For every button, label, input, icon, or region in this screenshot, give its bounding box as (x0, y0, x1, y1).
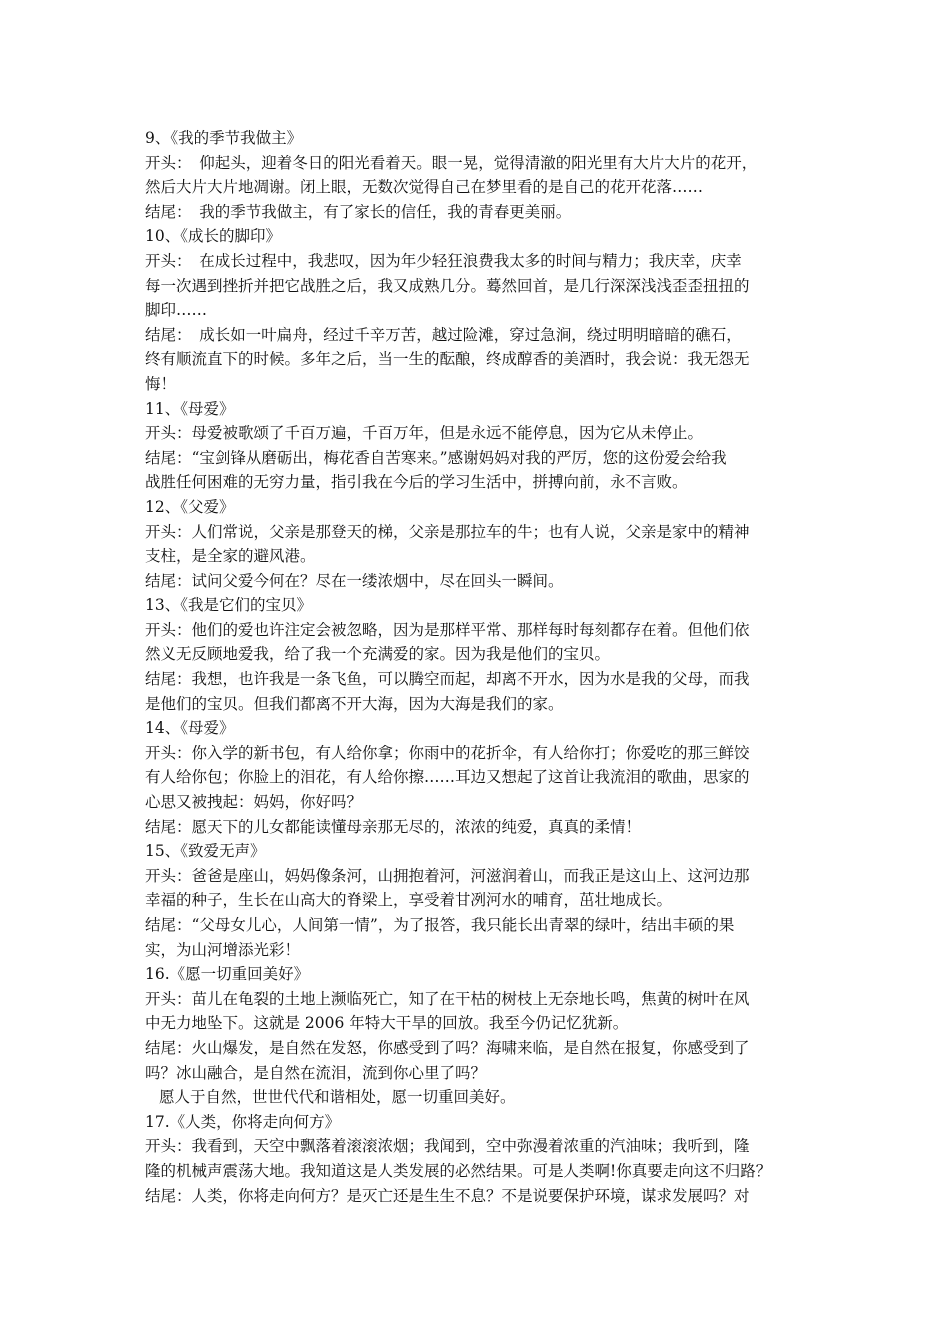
ending-text-cont: 战胜任何困难的无穷力量，指引我在今后的学习生活中，拼搏向前，永不言败。 (145, 473, 688, 492)
ending-text: 结尾：“宝剑锋从磨砺出，梅花香自苦寒来。”感谢妈妈对我的严厉，您的这份爱会给我 (145, 448, 727, 467)
ending-text-cont: 吗？冰山融合，是自然在流泪，流到你心里了吗？ (145, 1063, 487, 1082)
opening-text-cont: 然后大片大片地凋谢。闭上眼，无数次觉得自己在梦里看的是自己的花开花落…… (145, 178, 704, 197)
ending-text: 结尾： 成长如一叶扁舟，经过千辛万苦，越过险滩，穿过急涧，绕过明明暗暗的礁石， (145, 325, 742, 344)
section-heading-14: 14、《母爱》 (145, 719, 235, 738)
section-heading-12: 12、《父爱》 (145, 497, 235, 516)
opening-text-cont: 脚印…… (145, 301, 208, 320)
ending-text: 结尾： 我的季节我做主，有了家长的信任，我的青春更美丽。 (145, 202, 572, 221)
opening-text: 开头：他们的爱也许注定会被忽略，因为是那样平常、那样每时每刻都存在着。但他们依 (145, 620, 750, 639)
opening-text-cont: 幸福的种子，生长在山高大的脊梁上，享受着甘冽河水的哺育，茁壮地成长。 (145, 891, 673, 910)
section-heading-17: 17.《人类，你将走向何方》 (145, 1112, 341, 1131)
opening-text-cont: 然义无反顾地爱我，给了我一个充满爱的家。因为我是他们的宝贝。 (145, 645, 611, 664)
opening-text-cont: 每一次遇到挫折并把它战胜之后，我又成熟几分。蓦然回首，是几行深深浅浅歪歪扭扭的 (145, 276, 750, 295)
ending-text: 结尾：我想，也许我是一条飞鱼，可以腾空而起，却离不开水，因为水是我的父母，而我 (145, 670, 750, 689)
opening-text: 开头：你入学的新书包，有人给你拿；你雨中的花折伞，有人给你打；你爱吃的那三鲜饺 (145, 743, 750, 762)
ending-text: 结尾：试问父爱今何在？尽在一缕浓烟中，尽在回头一瞬间。 (145, 571, 564, 590)
section-heading-10: 10、《成长的脚印》 (145, 227, 281, 246)
ending-text-cont: 悔！ (145, 374, 177, 393)
section-heading-16: 16.《愿一切重回美好》 (145, 965, 310, 984)
ending-text: 结尾：火山爆发，是自然在发怒，你感受到了吗？海啸来临，是自然在报复，你感受到了 (145, 1038, 750, 1057)
document-body (145, 126, 813, 1208)
ending-text: 结尾：人类，你将走向何方？是灭亡还是生生不息？不是说要保护环境，谋求发展吗？对 (145, 1186, 750, 1205)
ending-text-cont: 实，为山河增添光彩！ (145, 940, 301, 959)
section-heading-11: 11、《母爱》 (145, 399, 235, 418)
opening-text: 开头：爸爸是座山，妈妈像条河，山拥抱着河，河滋润着山，而我正是这山上、这河边那 (145, 866, 750, 885)
opening-text-cont: 心思又被拽起：妈妈，你好吗？ (145, 793, 363, 812)
opening-text-cont: 支柱，是全家的避风港。 (145, 547, 316, 566)
opening-text: 开头：我看到，天空中飘落着滚滚浓烟；我闻到，空中弥漫着浓重的汽油味；我听到，隆 (145, 1137, 750, 1156)
ending-text-cont: 终有顺流直下的时候。多年之后，当一生的酝酿，终成醇香的美酒时，我会说：我无怨无 (145, 350, 750, 369)
ending-text: 结尾：愿天下的儿女都能读懂母亲那无尽的，浓浓的纯爱，真真的柔情！ (145, 817, 642, 836)
ending-text-cont: 是他们的宝贝。但我们都离不开大海，因为大海是我们的家。 (145, 694, 564, 713)
section-heading-9: 9、《我的季节我做主》 (145, 129, 303, 147)
opening-text: 开头： 仰起头，迎着冬日的阳光看着天。眼一晃，觉得清澈的阳光里有大片大片的花开， (145, 153, 758, 172)
section-heading-15: 15、《致爱无声》 (145, 842, 266, 861)
opening-text: 开头：人们常说，父亲是那登天的梯，父亲是那拉车的牛；也有人说，父亲是家中的精神 (145, 522, 750, 541)
ending-text: 结尾：“父母女儿心，人间第一情”，为了报答，我只能长出青翠的绿叶，结出丰硕的果 (145, 916, 735, 934)
opening-text: 开头：苗儿在龟裂的土地上濒临死亡，知了在干枯的树枝上无奈地长鸣，焦黄的树叶在风 (145, 989, 750, 1008)
ending-text-cont: 愿人于自然，世世代代和谐相处，愿一切重回美好。 (159, 1088, 516, 1107)
opening-text: 开头： 在成长过程中，我悲叹，因为年少轻狂浪费我太多的时间与精力；我庆幸，庆幸 (145, 251, 742, 270)
opening-text-cont: 中无力地坠下。这就是 2006 年特大干旱的回放。我至今仍记忆犹新。 (145, 1014, 629, 1033)
opening-text-cont: 隆的机械声震荡大地。我知道这是人类发展的必然结果。可是人类啊!你真要走向这不归路？ (145, 1161, 772, 1180)
opening-text-cont: 有人给你包；你脸上的泪花，有人给你擦……耳边又想起了这首让我流泪的歌曲，思家的 (145, 768, 750, 787)
section-heading-13: 13、《我是它们的宝贝》 (145, 596, 312, 615)
opening-text: 开头：母爱被歌颂了千百万遍，千百万年，但是永远不能停息，因为它从未停止。 (145, 424, 704, 443)
